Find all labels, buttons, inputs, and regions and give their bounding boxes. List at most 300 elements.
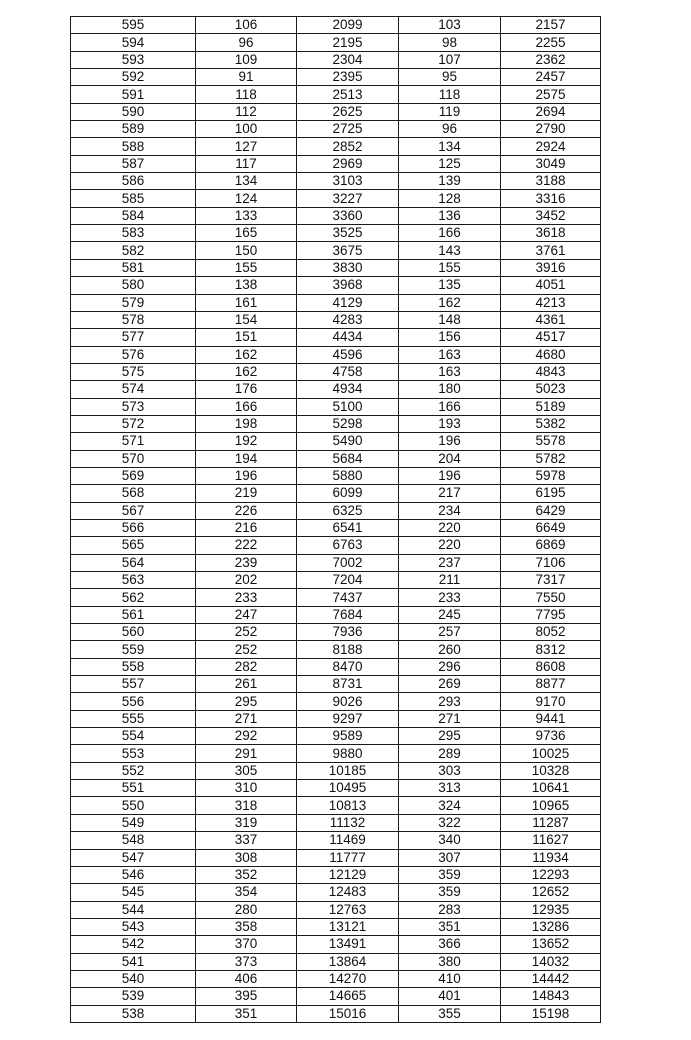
table-cell: 558 (71, 658, 196, 675)
table-cell: 134 (399, 138, 501, 155)
table-cell: 589 (71, 121, 196, 138)
table-cell: 337 (196, 832, 297, 849)
table-cell: 220 (399, 519, 501, 536)
table-cell: 193 (399, 415, 501, 432)
table-row (71, 970, 601, 987)
table-cell: 7106 (501, 554, 601, 571)
table-cell: 13652 (501, 936, 601, 953)
table-cell: 373 (196, 953, 297, 970)
table-row (71, 849, 601, 866)
table-cell: 198 (196, 415, 297, 432)
table-cell: 12935 (501, 901, 601, 918)
table-cell: 180 (399, 381, 501, 398)
table-cell: 7437 (297, 589, 399, 606)
table-cell: 163 (399, 346, 501, 363)
table-cell: 280 (196, 901, 297, 918)
table-cell: 134 (196, 173, 297, 190)
table-cell: 544 (71, 901, 196, 918)
table-row (71, 155, 601, 172)
table-cell: 543 (71, 918, 196, 935)
table-cell: 166 (399, 398, 501, 415)
table-cell: 2790 (501, 121, 601, 138)
table-cell: 540 (71, 970, 196, 987)
table-cell: 13121 (297, 918, 399, 935)
table-row (71, 676, 601, 693)
table-cell: 574 (71, 381, 196, 398)
table-row (71, 34, 601, 51)
table-cell: 2457 (501, 69, 601, 86)
table-cell: 6099 (297, 485, 399, 502)
table-cell: 352 (196, 866, 297, 883)
table-cell: 3316 (501, 190, 601, 207)
table-row (71, 329, 601, 346)
table-cell: 14270 (297, 970, 399, 987)
table-cell: 7204 (297, 572, 399, 589)
table-cell: 233 (196, 589, 297, 606)
table-cell: 148 (399, 311, 501, 328)
table-cell: 291 (196, 745, 297, 762)
table-row (71, 624, 601, 641)
table-cell: 96 (399, 121, 501, 138)
table-cell: 2924 (501, 138, 601, 155)
table-cell: 3675 (297, 242, 399, 259)
table-row (71, 17, 601, 34)
table-cell: 11287 (501, 814, 601, 831)
table-cell: 194 (196, 450, 297, 467)
table-cell: 257 (399, 624, 501, 641)
table-row (71, 832, 601, 849)
table-cell: 222 (196, 537, 297, 554)
table-cell: 2575 (501, 86, 601, 103)
table-cell: 103 (399, 17, 501, 34)
table-cell: 5978 (501, 467, 601, 484)
table-cell: 10495 (297, 780, 399, 797)
table-cell: 14442 (501, 970, 601, 987)
table-cell: 324 (399, 797, 501, 814)
table-cell: 569 (71, 467, 196, 484)
score-table-body (71, 17, 601, 1023)
table-cell: 6763 (297, 537, 399, 554)
table-cell: 10328 (501, 762, 601, 779)
table-cell: 11469 (297, 832, 399, 849)
table-cell: 319 (196, 814, 297, 831)
table-cell: 5880 (297, 467, 399, 484)
table-cell: 112 (196, 103, 297, 120)
table-cell: 579 (71, 294, 196, 311)
table-cell: 5298 (297, 415, 399, 432)
table-cell: 204 (399, 450, 501, 467)
table-cell: 143 (399, 242, 501, 259)
table-cell: 553 (71, 745, 196, 762)
table-cell: 4213 (501, 294, 601, 311)
table-cell: 156 (399, 329, 501, 346)
table-row (71, 225, 601, 242)
table-row (71, 797, 601, 814)
table-cell: 127 (196, 138, 297, 155)
table-cell: 562 (71, 589, 196, 606)
table-cell: 233 (399, 589, 501, 606)
table-row (71, 450, 601, 467)
table-row (71, 381, 601, 398)
table-cell: 310 (196, 780, 297, 797)
table-cell: 563 (71, 572, 196, 589)
table-cell: 586 (71, 173, 196, 190)
table-cell: 6429 (501, 502, 601, 519)
table-cell: 6869 (501, 537, 601, 554)
table-cell: 572 (71, 415, 196, 432)
table-cell: 15016 (297, 1005, 399, 1022)
table-cell: 566 (71, 519, 196, 536)
table-cell: 549 (71, 814, 196, 831)
table-cell: 9880 (297, 745, 399, 762)
table-cell: 590 (71, 103, 196, 120)
table-row (71, 190, 601, 207)
table-cell: 107 (399, 51, 501, 68)
table-cell: 2969 (297, 155, 399, 172)
table-cell: 196 (399, 467, 501, 484)
table-cell: 3452 (501, 207, 601, 224)
table-cell: 10025 (501, 745, 601, 762)
table-cell: 4283 (297, 311, 399, 328)
table-cell: 3049 (501, 155, 601, 172)
table-cell: 565 (71, 537, 196, 554)
table-cell: 555 (71, 710, 196, 727)
table-cell: 5382 (501, 415, 601, 432)
table-cell: 139 (399, 173, 501, 190)
table-cell: 9441 (501, 710, 601, 727)
table-cell: 247 (196, 606, 297, 623)
table-cell: 216 (196, 519, 297, 536)
table-cell: 7936 (297, 624, 399, 641)
table-cell: 351 (196, 1005, 297, 1022)
table-cell: 2157 (501, 17, 601, 34)
table-cell: 136 (399, 207, 501, 224)
table-cell: 581 (71, 259, 196, 276)
table-cell: 106 (196, 17, 297, 34)
table-cell: 5782 (501, 450, 601, 467)
table-cell: 9297 (297, 710, 399, 727)
table-cell: 295 (399, 728, 501, 745)
table-cell: 3525 (297, 225, 399, 242)
table-cell: 380 (399, 953, 501, 970)
table-cell: 14032 (501, 953, 601, 970)
table-cell: 282 (196, 658, 297, 675)
table-cell: 4434 (297, 329, 399, 346)
table-cell: 252 (196, 641, 297, 658)
table-row (71, 936, 601, 953)
table-row (71, 814, 601, 831)
table-cell: 5490 (297, 433, 399, 450)
table-cell: 582 (71, 242, 196, 259)
table-row (71, 69, 601, 86)
table-cell: 3188 (501, 173, 601, 190)
table-cell: 584 (71, 207, 196, 224)
table-cell: 8731 (297, 676, 399, 693)
table-cell: 11934 (501, 849, 601, 866)
table-row (71, 415, 601, 432)
table-cell: 125 (399, 155, 501, 172)
table-cell: 546 (71, 866, 196, 883)
table-cell: 133 (196, 207, 297, 224)
table-cell: 3968 (297, 277, 399, 294)
table-cell: 4361 (501, 311, 601, 328)
table-cell: 2304 (297, 51, 399, 68)
table-cell: 4517 (501, 329, 601, 346)
table-cell: 117 (196, 155, 297, 172)
table-cell: 548 (71, 832, 196, 849)
table-cell: 14665 (297, 988, 399, 1005)
table-row (71, 502, 601, 519)
table-cell: 2694 (501, 103, 601, 120)
table-cell: 296 (399, 658, 501, 675)
table-cell: 547 (71, 849, 196, 866)
table-cell: 161 (196, 294, 297, 311)
table-cell: 155 (399, 259, 501, 276)
table-cell: 308 (196, 849, 297, 866)
table-cell: 571 (71, 433, 196, 450)
table-row (71, 658, 601, 675)
table-cell: 9170 (501, 693, 601, 710)
table-cell: 176 (196, 381, 297, 398)
table-cell: 202 (196, 572, 297, 589)
table-cell: 162 (196, 363, 297, 380)
table-cell: 359 (399, 884, 501, 901)
table-cell: 12129 (297, 866, 399, 883)
table-cell: 2725 (297, 121, 399, 138)
table-cell: 358 (196, 918, 297, 935)
table-cell: 2625 (297, 103, 399, 120)
table-cell: 15198 (501, 1005, 601, 1022)
table-row (71, 866, 601, 883)
table-cell: 9026 (297, 693, 399, 710)
table-cell: 4596 (297, 346, 399, 363)
table-cell: 554 (71, 728, 196, 745)
table-cell: 573 (71, 398, 196, 415)
table-row (71, 780, 601, 797)
table-cell: 128 (399, 190, 501, 207)
table-row (71, 519, 601, 536)
table-cell: 295 (196, 693, 297, 710)
table-cell: 118 (399, 86, 501, 103)
table-row (71, 311, 601, 328)
table-row (71, 51, 601, 68)
table-cell: 6195 (501, 485, 601, 502)
table-cell: 5100 (297, 398, 399, 415)
table-cell: 252 (196, 624, 297, 641)
table-cell: 3360 (297, 207, 399, 224)
table-cell: 359 (399, 866, 501, 883)
table-cell: 580 (71, 277, 196, 294)
table-cell: 406 (196, 970, 297, 987)
table-cell: 12652 (501, 884, 601, 901)
table-cell: 2852 (297, 138, 399, 155)
table-cell: 594 (71, 34, 196, 51)
table-row (71, 363, 601, 380)
table-cell: 154 (196, 311, 297, 328)
table-cell: 96 (196, 34, 297, 51)
table-cell: 575 (71, 363, 196, 380)
table-cell: 318 (196, 797, 297, 814)
table-cell: 10965 (501, 797, 601, 814)
table-cell: 3618 (501, 225, 601, 242)
table-cell: 545 (71, 884, 196, 901)
table-cell: 3916 (501, 259, 601, 276)
table-cell: 10813 (297, 797, 399, 814)
table-cell: 12293 (501, 866, 601, 883)
table-row (71, 710, 601, 727)
table-cell: 220 (399, 537, 501, 554)
table-cell: 135 (399, 277, 501, 294)
table-cell: 91 (196, 69, 297, 86)
table-cell: 307 (399, 849, 501, 866)
table-row (71, 988, 601, 1005)
table-row (71, 242, 601, 259)
table-cell: 567 (71, 502, 196, 519)
table-cell: 587 (71, 155, 196, 172)
table-cell: 3830 (297, 259, 399, 276)
table-cell: 6649 (501, 519, 601, 536)
table-cell: 155 (196, 259, 297, 276)
table-cell: 4129 (297, 294, 399, 311)
table-cell: 13491 (297, 936, 399, 953)
table-cell: 13286 (501, 918, 601, 935)
table-cell: 2362 (501, 51, 601, 68)
table-cell: 5578 (501, 433, 601, 450)
table-cell: 293 (399, 693, 501, 710)
table-row (71, 1005, 601, 1022)
table-cell: 150 (196, 242, 297, 259)
table-row (71, 554, 601, 571)
table-cell: 12483 (297, 884, 399, 901)
table-cell: 570 (71, 450, 196, 467)
table-cell: 585 (71, 190, 196, 207)
table-cell: 234 (399, 502, 501, 519)
table-cell: 8312 (501, 641, 601, 658)
table-cell: 289 (399, 745, 501, 762)
table-cell: 354 (196, 884, 297, 901)
table-cell: 162 (399, 294, 501, 311)
table-row (71, 606, 601, 623)
table-cell: 196 (196, 467, 297, 484)
table-cell: 138 (196, 277, 297, 294)
table-cell: 4680 (501, 346, 601, 363)
table-cell: 355 (399, 1005, 501, 1022)
table-cell: 577 (71, 329, 196, 346)
table-cell: 4934 (297, 381, 399, 398)
table-cell: 166 (196, 398, 297, 415)
table-row (71, 728, 601, 745)
table-cell: 542 (71, 936, 196, 953)
table-cell: 410 (399, 970, 501, 987)
table-cell: 7795 (501, 606, 601, 623)
table-cell: 119 (399, 103, 501, 120)
table-cell: 539 (71, 988, 196, 1005)
table-cell: 2099 (297, 17, 399, 34)
table-row (71, 537, 601, 554)
table-cell: 196 (399, 433, 501, 450)
table-cell: 12763 (297, 901, 399, 918)
table-cell: 8470 (297, 658, 399, 675)
table-cell: 4051 (501, 277, 601, 294)
table-cell: 10641 (501, 780, 601, 797)
table-cell: 109 (196, 51, 297, 68)
table-cell: 163 (399, 363, 501, 380)
table-cell: 3103 (297, 173, 399, 190)
table-cell: 593 (71, 51, 196, 68)
table-row (71, 745, 601, 762)
table-cell: 313 (399, 780, 501, 797)
table-row (71, 121, 601, 138)
table-row (71, 693, 601, 710)
table-cell: 8608 (501, 658, 601, 675)
table-cell: 9736 (501, 728, 601, 745)
table-cell: 292 (196, 728, 297, 745)
table-row (71, 259, 601, 276)
table-cell: 568 (71, 485, 196, 502)
table-cell: 6325 (297, 502, 399, 519)
table-cell: 11627 (501, 832, 601, 849)
table-row (71, 398, 601, 415)
table-cell: 271 (399, 710, 501, 727)
table-cell: 118 (196, 86, 297, 103)
table-cell: 5189 (501, 398, 601, 415)
table-cell: 7002 (297, 554, 399, 571)
table-cell: 239 (196, 554, 297, 571)
table-cell: 8052 (501, 624, 601, 641)
table-cell: 303 (399, 762, 501, 779)
score-table (70, 16, 601, 1023)
table-cell: 7550 (501, 589, 601, 606)
table-row (71, 762, 601, 779)
table-cell: 271 (196, 710, 297, 727)
table-cell: 7684 (297, 606, 399, 623)
table-row (71, 138, 601, 155)
table-cell: 2395 (297, 69, 399, 86)
table-cell: 192 (196, 433, 297, 450)
table-cell: 95 (399, 69, 501, 86)
table-cell: 395 (196, 988, 297, 1005)
table-cell: 595 (71, 17, 196, 34)
table-cell: 219 (196, 485, 297, 502)
table-cell: 124 (196, 190, 297, 207)
table-cell: 2255 (501, 34, 601, 51)
table-cell: 11777 (297, 849, 399, 866)
table-cell: 8877 (501, 676, 601, 693)
table-cell: 151 (196, 329, 297, 346)
table-row (71, 884, 601, 901)
table-cell: 370 (196, 936, 297, 953)
table-cell: 2195 (297, 34, 399, 51)
table-cell: 9589 (297, 728, 399, 745)
table-cell: 211 (399, 572, 501, 589)
table-row (71, 467, 601, 484)
table-row (71, 953, 601, 970)
table-cell: 322 (399, 814, 501, 831)
table-cell: 340 (399, 832, 501, 849)
table-row (71, 641, 601, 658)
table-cell: 576 (71, 346, 196, 363)
table-cell: 557 (71, 676, 196, 693)
table-cell: 237 (399, 554, 501, 571)
table-cell: 7317 (501, 572, 601, 589)
table-cell: 269 (399, 676, 501, 693)
table-cell: 11132 (297, 814, 399, 831)
table-cell: 538 (71, 1005, 196, 1022)
table-cell: 6541 (297, 519, 399, 536)
table-cell: 166 (399, 225, 501, 242)
table-row (71, 173, 601, 190)
table-cell: 351 (399, 918, 501, 935)
